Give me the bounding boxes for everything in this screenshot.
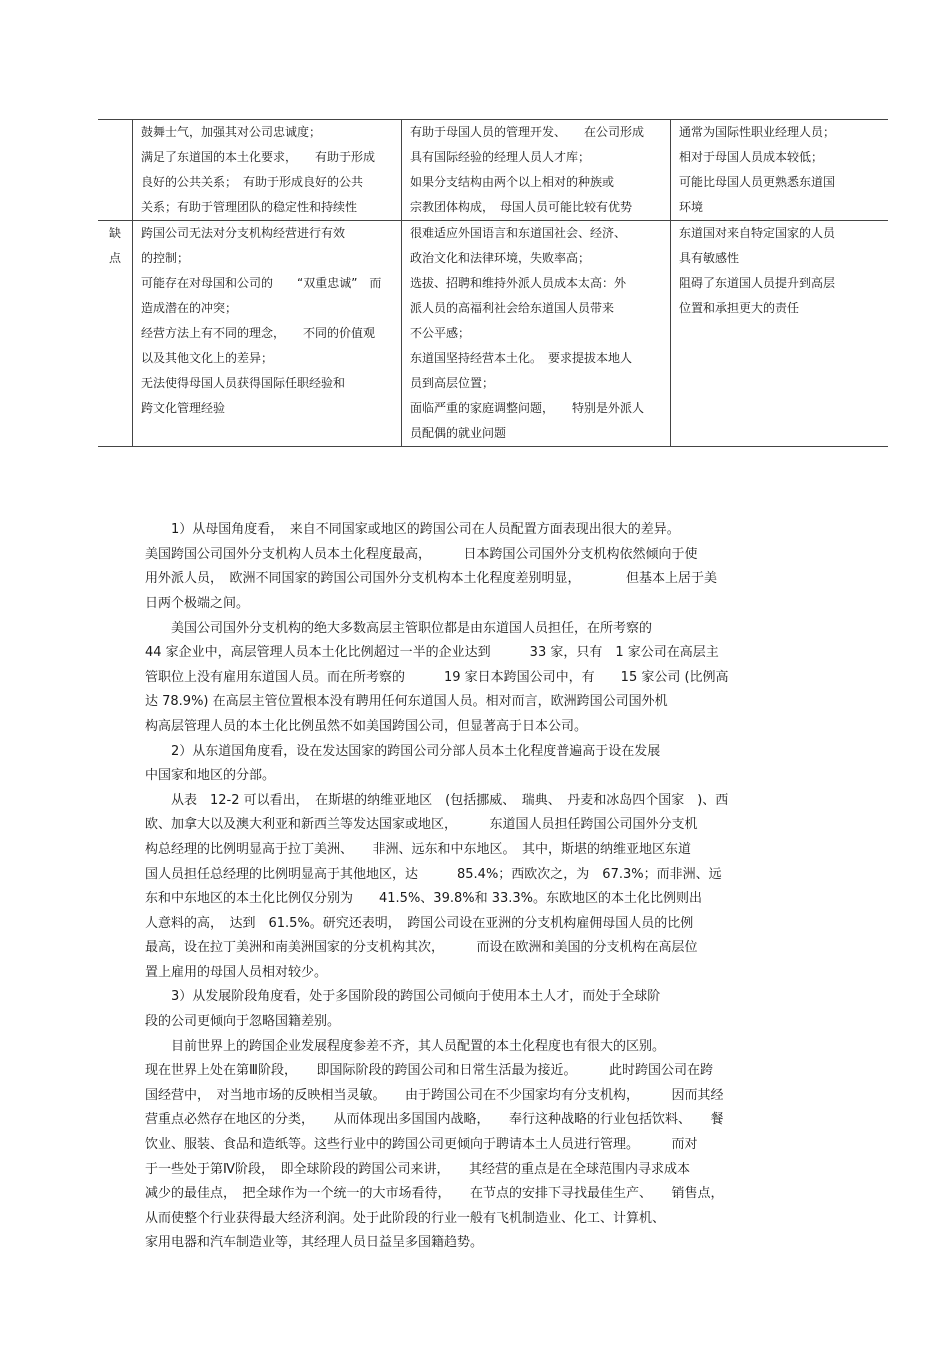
body-line: 中国家和地区的分部。 xyxy=(145,768,276,784)
body-line: 用外派人员， 欧洲不同国家的跨国公司国外分支机构本土化程度差别明显， 但基本上居于美 xyxy=(145,571,718,587)
body-line: 段的公司更倾向于忽略国籍差别。 xyxy=(145,1014,341,1030)
cell-line: 具有国际经验的经理人员人才库； xyxy=(410,150,591,164)
cell-line: 经营方法上有不同的理念， 不同的价值观 xyxy=(141,326,376,340)
cell-line: 宗教团体构成， 母国人员可能比较有优势 xyxy=(410,200,633,214)
pros-row-header xyxy=(98,120,133,221)
body-line: 减少的最佳点， 把全球作为一个统一的大市场看待， 在节点的安排下寻找最佳生产、 销售点， xyxy=(145,1186,724,1202)
cell-line: 阻碍了东道国人员提升到高层 xyxy=(679,276,836,290)
cell-line: 通常为国际性职业经理人员； xyxy=(679,125,836,139)
body-line: 置上雇用的母国人员相对较少。 xyxy=(145,964,328,980)
body-line: 1）从母国角度看， 来自不同国家或地区的跨国公司在人员配置方面表现出很大的差异。 xyxy=(145,522,680,538)
pros-expatriate-cell xyxy=(402,120,671,221)
cell-line: 造成潜在的冲突； xyxy=(141,301,238,315)
pros-third-country-cell xyxy=(671,120,889,221)
cons-row-header xyxy=(98,221,133,447)
cell-line: 具有敏感性 xyxy=(679,251,740,265)
cell-line: 相对于母国人员成本较低； xyxy=(679,150,824,164)
pros-parent-country-cell xyxy=(133,120,402,221)
cell-line: 选拔、招聘和维持外派人员成本太高：外 xyxy=(410,276,627,290)
body-line: 从而使整个行业获得最大经济利润。处于此阶段的行业一般有飞机制造业、化工、计算机、 xyxy=(145,1210,666,1226)
body-line: 国经营中， 对当地市场的反映相当灵敏。 由于跨国公司在不少国家均有分支机构， 因而其经 xyxy=(145,1087,724,1103)
cell-line: 政治文化和法律环境，失败率高； xyxy=(410,251,591,265)
cons-expatriate-cell xyxy=(402,221,671,447)
cons-parent-country-cell xyxy=(133,221,402,447)
cell-line: 以及其他文化上的差异； xyxy=(141,351,274,365)
body-line: 人意料的高， 达到 61.5%。研究还表明， 跨国公司设在亚洲的分支机构雇佣母国人员的比例 xyxy=(145,915,694,931)
body-line: 从表 12-2 可以看出， 在斯堪的纳维亚地区 (包括挪威、 瑞典、 丹麦和冰岛四个国家 )、西 xyxy=(145,792,729,808)
body-line: 营重点必然存在地区的分类， 从而体现出多国国内战略， 奉行这种战略的行业包括饮料、 餐 xyxy=(145,1112,724,1128)
body-line: 2）从东道国角度看，设在发达国家的跨国公司分部人员本土化程度普遍高于设在发展 xyxy=(145,743,661,759)
cell-line: 位置和承担更大的责任 xyxy=(679,301,800,315)
cell-line: 无法使得母国人员获得国际任职经验和 xyxy=(141,376,346,390)
body-line: 于一些处于第Ⅳ阶段， 即全球阶段的跨国公司来讲， 其经营的重点是在全球范围内寻求成本 xyxy=(145,1161,690,1177)
cell-line: 员配偶的就业问题 xyxy=(410,426,507,440)
cell-line: 环境 xyxy=(679,200,704,214)
cell-line: 鼓舞士气，加强其对公司忠诚度； xyxy=(141,125,322,139)
body-line: 美国公司国外分支机构的绝大多数高层主管职位都是由东道国人员担任，在所考察的 xyxy=(145,620,653,636)
cell-line: 如果分支结构由两个以上相对的种族或 xyxy=(410,175,615,189)
cons-header-char: 点 xyxy=(108,251,121,265)
cell-line: 跨国公司无法对分支机构经营进行有效 xyxy=(141,226,346,240)
body-line: 东和中东地区的本土化比例仅分别为 41.5%、39.8%和 33.3%。东欧地区的本土化比例则出 xyxy=(145,891,703,907)
cell-line: 东道国坚持经营本土化。 要求提拔本地人 xyxy=(410,351,633,365)
body-line: 日两个极端之间。 xyxy=(145,595,250,611)
body-line: 美国跨国公司国外分支机构人员本土化程度最高， 日本跨国公司国外分支机构依然倾向于使 xyxy=(145,546,698,562)
body-line: 管职位上没有雇用东道国人员。而在所考察的 19 家日本跨国公司中，有 15 家公司 (比例高 xyxy=(145,669,729,685)
cell-line: 面临严重的家庭调整问题， 特别是外派人 xyxy=(410,401,645,415)
body-line: 构总经理的比例明显高于拉丁美洲、 非洲、远东和中东地区。 其中，斯堪的纳维亚地区东道 xyxy=(145,841,692,857)
body-line: 饮业、服装、食品和造纸等。这些行业中的跨国公司更倾向于聘请本土人员进行管理。 而对 xyxy=(145,1137,698,1153)
cell-line: 派人员的高福利社会给东道国人员带来 xyxy=(410,301,615,315)
body-line: 家用电器和汽车制造业等，其经理人员日益呈多国籍趋势。 xyxy=(145,1235,484,1251)
body-line: 达 78.9%) 在高层主管位置根本没有聘用任何东道国人员。相对而言，欧洲跨国公司国外机 xyxy=(145,694,668,710)
cons-third-country-cell xyxy=(671,221,889,447)
pros-row xyxy=(98,120,888,221)
cons-header-char: 缺 xyxy=(108,226,121,240)
body-line: 欧、加拿大以及澳大利亚和新西兰等发达国家或地区， 东道国人员担任跨国公司国外分支机 xyxy=(145,817,698,833)
cell-line: 关系；有助于管理团队的稳定性和持续性 xyxy=(141,200,358,214)
body-line: 3）从发展阶段角度看，处于多国阶段的跨国公司倾向于使用本土人才，而处于全球阶 xyxy=(145,989,661,1005)
cons-row xyxy=(98,221,888,447)
cell-line: 很难适应外国语言和东道国社会、经济、 xyxy=(410,226,627,240)
body-line: 最高，设在拉丁美洲和南美洲国家的分支机构其次， 而设在欧洲和美国的分支机构在高层位 xyxy=(145,940,698,956)
cell-line: 可能存在对母国和公司的 “双重忠诚” 而 xyxy=(141,276,382,290)
cell-line: 跨文化管理经验 xyxy=(141,401,226,415)
body-text xyxy=(145,469,825,1281)
cell-line: 满足了东道国的本土化要求， 有助于形成 xyxy=(141,150,376,164)
body-line: 国人员担任总经理的比例明显高于其他地区，达 85.4%；西欧次之，为 67.3%；而非洲、远 xyxy=(145,866,722,882)
comparison-table xyxy=(98,119,888,447)
cell-line: 员到高层位置； xyxy=(410,376,495,390)
body-line: 构高层管理人员的本土化比例虽然不如美国跨国公司，但显著高于日本公司。 xyxy=(145,718,588,734)
cell-line: 的控制； xyxy=(141,251,190,265)
cell-line: 可能比母国人员更熟悉东道国 xyxy=(679,175,836,189)
body-line: 现在世界上处在第Ⅲ阶段， 即国际阶段的跨国公司和日常生活最为接近。 此时跨国公司在跨 xyxy=(145,1063,713,1079)
body-line: 44 家企业中，高层管理人员本土化比例超过一半的企业达到 33 家，只有 1 家公司在高层主 xyxy=(145,645,719,661)
cell-line: 有助于母国人员的管理开发、 在公司形成 xyxy=(410,125,645,139)
cell-line: 东道国对来自特定国家的人员 xyxy=(679,226,836,240)
body-line: 目前世界上的跨国企业发展程度参差不齐，其人员配置的本土化程度也有很大的区别。 xyxy=(145,1038,666,1054)
cell-line: 不公平感； xyxy=(410,326,471,340)
cell-line: 良好的公共关系； 有助于形成良好的公共 xyxy=(141,175,364,189)
